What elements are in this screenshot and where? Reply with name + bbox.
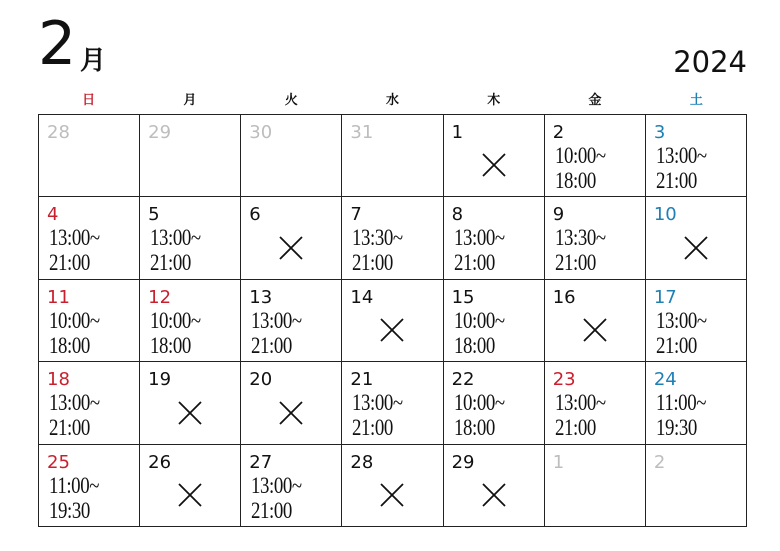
weekday-label: 金 — [588, 93, 602, 108]
day-number: 16 — [552, 286, 576, 308]
weekday-label: 水 — [385, 93, 399, 108]
calendar-day-cell — [545, 197, 646, 279]
closed-x-icon — [481, 152, 507, 178]
business-hours — [49, 308, 100, 358]
calendar-day-cell — [646, 362, 747, 444]
day-number: 21 — [350, 369, 374, 391]
calendar-day-cell — [39, 280, 140, 362]
calendar-day-cell — [140, 445, 241, 527]
year-label: 2024 — [673, 45, 747, 79]
day-number: 1 — [451, 122, 464, 143]
business-hours — [49, 473, 99, 523]
calendar-day-cell — [444, 362, 545, 444]
closing-time: 21:00 — [49, 250, 90, 276]
opening-time: 13:00~ — [49, 390, 100, 416]
closing-time: 18:00 — [49, 332, 90, 358]
opening-time: 13:00~ — [655, 307, 707, 333]
day-number: 23 — [552, 369, 576, 391]
opening-time: 13:00~ — [251, 307, 302, 333]
opening-time: 13:00~ — [453, 225, 505, 251]
calendar-day-cell — [39, 445, 140, 527]
closing-time: 21:00 — [453, 250, 495, 276]
calendar-day-cell — [342, 445, 443, 527]
closed-x-icon — [582, 317, 608, 343]
calendar-day-cell — [140, 115, 241, 197]
day-number: 11 — [47, 286, 70, 308]
day-number: 17 — [653, 286, 677, 308]
calendar-day-cell — [39, 115, 140, 197]
calendar-day-cell — [342, 115, 443, 197]
business-hours — [251, 308, 302, 358]
closing-time: 19:30 — [49, 497, 90, 523]
day-number: 18 — [47, 369, 70, 391]
closed-x-icon — [278, 235, 304, 261]
day-number: 30 — [249, 122, 273, 143]
weekday-label: 土 — [689, 93, 703, 108]
closed-x-icon — [379, 482, 405, 508]
opening-time: 13:00~ — [554, 390, 606, 416]
calendar-day-cell — [39, 197, 140, 279]
closed-x-icon — [683, 235, 709, 261]
closed-x-icon — [278, 400, 304, 426]
closing-time: 19:30 — [655, 415, 697, 441]
day-number: 5 — [148, 204, 160, 226]
day-number: 31 — [350, 122, 374, 143]
business-hours — [555, 143, 606, 193]
day-number: 1 — [552, 451, 565, 473]
opening-time: 13:00~ — [352, 390, 404, 416]
calendar-day-cell — [646, 197, 747, 279]
closing-time: 21:00 — [251, 332, 293, 358]
opening-time: 10:00~ — [150, 307, 201, 333]
day-number: 12 — [148, 286, 172, 308]
business-hours — [49, 390, 100, 440]
calendar-day-cell — [140, 197, 241, 279]
opening-time: 13:30~ — [554, 225, 606, 251]
month-number: 2 — [38, 9, 77, 79]
calendar-day-cell — [646, 115, 747, 197]
opening-time: 13:00~ — [150, 225, 201, 251]
opening-time: 11:00~ — [49, 472, 100, 498]
day-number: 20 — [249, 369, 273, 391]
closing-time: 21:00 — [352, 415, 394, 441]
closed-x-icon — [481, 482, 507, 508]
closing-time: 21:00 — [251, 497, 293, 523]
day-number: 29 — [451, 451, 475, 473]
business-hours — [352, 225, 403, 275]
business-hours — [150, 308, 201, 358]
business-hours — [656, 308, 707, 358]
calendar-day-cell — [241, 280, 342, 362]
month-label: 月 — [80, 46, 107, 76]
calendar-day-cell — [444, 115, 545, 197]
weekday-label: 日 — [82, 93, 96, 108]
calendar-day-cell — [444, 445, 545, 527]
opening-time: 10:00~ — [554, 143, 606, 168]
business-hours — [251, 473, 302, 523]
calendar-day-cell — [444, 280, 545, 362]
day-number: 13 — [249, 286, 273, 308]
calendar-day-cell — [241, 197, 342, 279]
day-number: 2 — [552, 122, 565, 143]
opening-time: 10:00~ — [453, 307, 505, 333]
day-number: 22 — [451, 369, 475, 391]
closing-time: 21:00 — [150, 250, 192, 276]
calendar-day-cell — [545, 362, 646, 444]
closed-x-icon — [379, 317, 405, 343]
closed-x-icon — [177, 482, 203, 508]
day-number: 8 — [451, 204, 464, 226]
business-hours — [555, 225, 606, 275]
calendar-day-cell — [241, 115, 342, 197]
business-hours — [656, 390, 706, 440]
calendar-day-cell — [342, 362, 443, 444]
business-hours — [150, 225, 201, 275]
closing-time: 21:00 — [352, 250, 394, 276]
calendar-day-cell — [545, 115, 646, 197]
closing-time: 18:00 — [453, 415, 495, 441]
day-number: 29 — [148, 122, 172, 143]
day-number: 15 — [451, 286, 475, 308]
closing-time: 21:00 — [554, 250, 596, 276]
weekday-label: 火 — [284, 93, 298, 108]
business-hours — [555, 390, 606, 440]
calendar-day-cell — [646, 280, 747, 362]
weekday-label: 月 — [183, 93, 197, 108]
calendar-day-cell — [241, 362, 342, 444]
closing-time: 18:00 — [453, 332, 495, 358]
day-number: 28 — [350, 451, 374, 473]
calendar-day-cell — [545, 280, 646, 362]
opening-time: 11:00~ — [655, 390, 706, 416]
closing-time: 21:00 — [554, 415, 596, 441]
day-number: 7 — [350, 204, 362, 226]
day-number: 6 — [249, 204, 261, 226]
closing-time: 21:00 — [49, 415, 90, 441]
day-number: 10 — [653, 204, 677, 226]
calendar-day-cell — [646, 445, 747, 527]
day-number: 3 — [653, 122, 666, 143]
opening-time: 10:00~ — [453, 390, 505, 416]
closing-time: 21:00 — [655, 332, 697, 358]
calendar-day-cell — [241, 445, 342, 527]
business-hours — [49, 225, 100, 275]
opening-time: 13:00~ — [655, 143, 707, 168]
business-hours — [454, 390, 505, 440]
closing-time: 18:00 — [150, 332, 192, 358]
calendar-grid — [38, 114, 747, 527]
day-number: 14 — [350, 286, 374, 308]
business-hours — [454, 225, 505, 275]
day-number: 9 — [552, 204, 565, 226]
calendar-day-cell — [545, 445, 646, 527]
calendar-day-cell — [342, 280, 443, 362]
opening-time: 13:00~ — [49, 225, 100, 251]
day-number: 26 — [148, 451, 172, 473]
day-number: 24 — [653, 369, 677, 391]
day-number: 2 — [653, 451, 666, 473]
opening-time: 13:30~ — [352, 225, 404, 251]
day-number: 25 — [47, 451, 70, 473]
calendar-day-cell — [39, 362, 140, 444]
opening-time: 13:00~ — [251, 472, 302, 498]
opening-time: 10:00~ — [49, 307, 100, 333]
day-number: 27 — [249, 451, 273, 473]
business-hours — [656, 143, 707, 193]
day-number: 4 — [47, 204, 59, 226]
closing-time: 18:00 — [554, 168, 596, 193]
closed-x-icon — [177, 400, 203, 426]
calendar-day-cell — [140, 362, 241, 444]
calendar-day-cell — [140, 280, 241, 362]
day-number: 19 — [148, 369, 172, 391]
calendar-day-cell — [342, 197, 443, 279]
business-hours — [352, 390, 403, 440]
closing-time: 21:00 — [655, 168, 697, 193]
business-hours — [454, 308, 505, 358]
weekday-label: 木 — [487, 93, 501, 108]
calendar-day-cell — [444, 197, 545, 279]
weekday-header-row — [38, 90, 747, 112]
day-number: 28 — [47, 122, 70, 143]
